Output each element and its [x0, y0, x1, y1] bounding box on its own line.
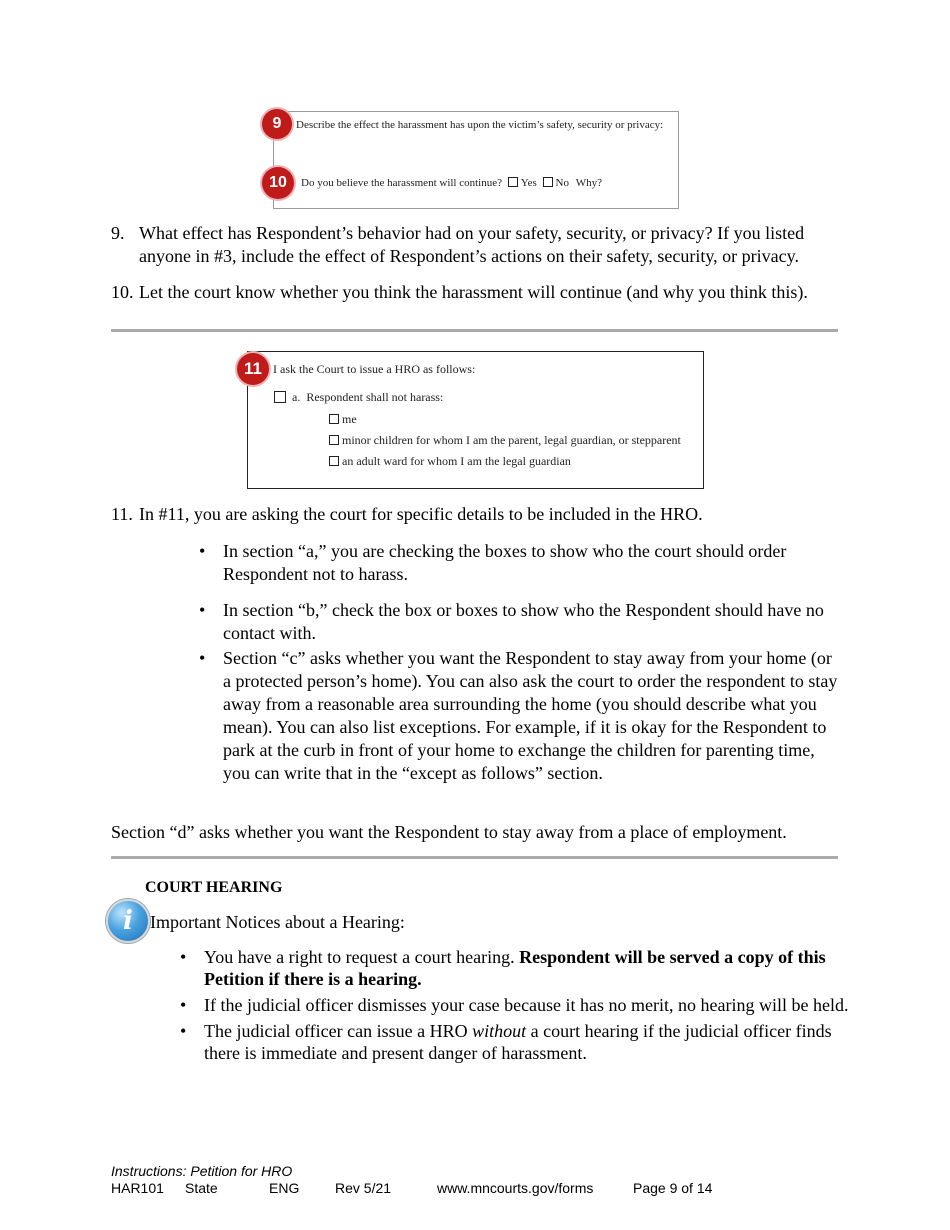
instruction-item-10	[111, 281, 831, 304]
q10-no-label: No	[555, 177, 569, 189]
bullet-section-a: • In section “a,” you are checking the boxes to show who the court should order Respondent not to harass.	[199, 540, 844, 586]
form-excerpt-q11	[247, 351, 704, 489]
sub-option-adult-ward	[329, 454, 571, 469]
checkbox-no[interactable]	[543, 177, 553, 187]
question-11-number: 11	[244, 359, 262, 378]
q10-text: Do you believe the harassment will continue?	[301, 177, 502, 189]
footer-doc-title: Instructions: Petition for HRO	[111, 1163, 293, 1179]
q9-text: Describe the effect the harassment has upon the victim’s safety, security or privacy:	[296, 119, 664, 131]
hearing-bullet-3-before: The judicial officer can issue a HRO	[204, 1021, 473, 1041]
court-hearing-heading: COURT HEARING	[145, 879, 283, 896]
question-9-badge	[262, 109, 292, 139]
section-d-text: Section “d” asks whether you want the Respondent to stay away from a place of employment.	[111, 822, 787, 842]
sub-option-minor-children	[329, 433, 681, 448]
item-11-text: In #11, you are asking the court for specific details to be included in the HRO.	[139, 504, 703, 524]
checkbox-me[interactable]	[329, 414, 339, 424]
item-9-number: 9.	[111, 223, 125, 243]
hearing-bullet-3	[180, 1020, 855, 1064]
footer-revision: Rev 5/21	[335, 1180, 392, 1196]
checkbox-option-a[interactable]	[274, 391, 286, 403]
footer-page-number: Page 9 of 14	[633, 1180, 713, 1196]
instruction-item-9	[111, 222, 831, 268]
sub-option-minor-children-label: minor children for whom I am the parent, legal guardian, or stepparent	[342, 433, 681, 447]
instruction-item-11	[111, 503, 831, 526]
bullet-section-b: • In section “b,” check the box or boxes to show who the Respondent should have no contact with.	[199, 599, 844, 645]
item-10-number: 10.	[111, 282, 134, 302]
footer-meta-row	[111, 1180, 831, 1198]
footer-language: ENG	[269, 1180, 300, 1196]
hearing-bullet-3-after: a court hearing if the judicial officer finds there is immediate and present danger of harassment.	[204, 1021, 832, 1063]
sub-option-me	[329, 412, 357, 427]
item-11-number: 11.	[111, 504, 133, 524]
option-a-letter: a.	[292, 390, 301, 404]
hearing-notice-bullets	[180, 946, 855, 1064]
q11-title: I ask the Court to issue a HRO as follows:	[273, 362, 476, 376]
footer-jurisdiction: State	[185, 1180, 218, 1196]
footer-form-code: HAR101	[111, 1180, 164, 1196]
question-10-badge	[262, 167, 294, 199]
item-11-bullets	[199, 540, 844, 785]
hearing-bullet-1	[180, 946, 855, 990]
section-divider-1	[111, 329, 838, 332]
option-a-label: Respondent shall not harass:	[306, 390, 444, 404]
q10-why: Why?	[575, 177, 602, 189]
sub-option-adult-ward-label: an adult ward for whom I am the legal guardian	[342, 454, 571, 468]
checkbox-yes[interactable]	[508, 177, 518, 187]
q10-yes-label: Yes	[520, 177, 537, 189]
checkbox-adult-ward[interactable]	[329, 456, 339, 466]
option-a-row	[274, 390, 443, 405]
question-11-badge	[237, 353, 269, 385]
hearing-bullet-2: • If the judicial officer dismisses your case because it has no merit, no hearing will be held.	[180, 994, 855, 1016]
hearing-bullet-3-italic: without	[472, 1021, 527, 1041]
question-10-number: 10	[269, 174, 287, 191]
checkbox-minor-children[interactable]	[329, 435, 339, 445]
form-excerpt-q9-q10	[273, 111, 679, 209]
q10-row	[301, 177, 602, 189]
question-9-number: 9	[272, 115, 282, 132]
footer-website[interactable]: www.mncourts.gov/forms	[437, 1180, 594, 1196]
hearing-bullet-1-bold: Respondent will be served a copy of this Petition if there is a hearing.	[204, 947, 826, 989]
item-10-text: Let the court know whether you think the harassment will continue (and why you think this).	[139, 282, 808, 302]
bullet-section-c: • Section “c” asks whether you want the Respondent to stay away from your home (or a protected person’s home). You can also ask the court to order the respondent to stay away from a reasonable area surrounding the home (you should describe what you mean). You can also list exceptions. For example, if it is okay for the Respondent to park at the curb in front of your home to exchange the children for parenting time, you can write that in the “except as follows” section.	[199, 647, 844, 785]
info-icon: i	[106, 899, 150, 943]
section-divider-2	[111, 856, 838, 859]
hearing-bullet-1-text: You have a right to request a court hearing.	[204, 947, 520, 967]
item-9-text: What effect has Respondent’s behavior had on your safety, security, or privacy? If you listed anyone in #3, include the effect of Respondent’s actions on their safety, security, or privacy.	[139, 223, 805, 266]
sub-option-me-label: me	[342, 412, 357, 426]
notice-title: Important Notices about a Hearing:	[150, 912, 405, 932]
